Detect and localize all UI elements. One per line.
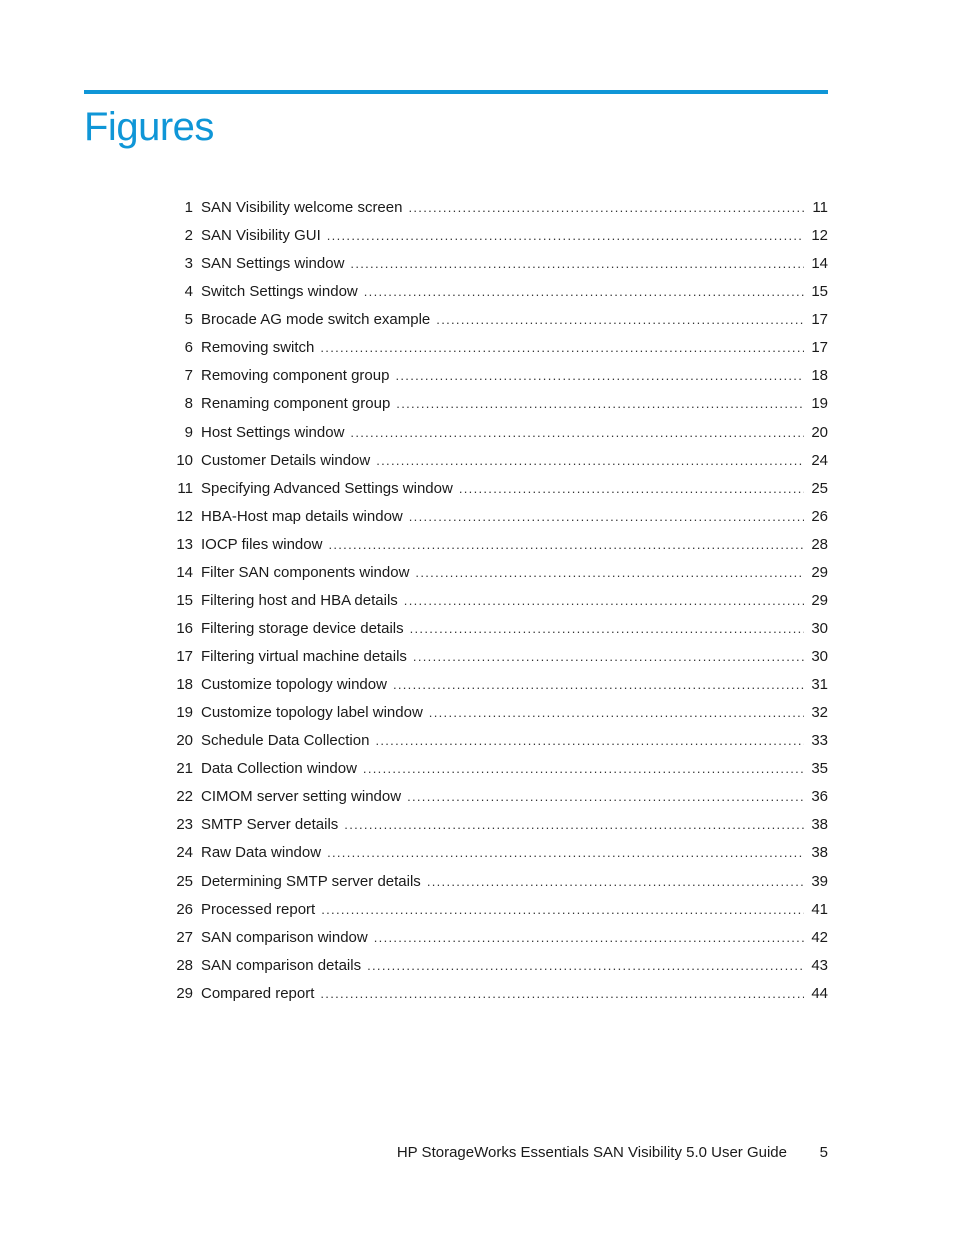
dot-leader	[413, 643, 804, 671]
dot-leader	[408, 194, 804, 222]
figure-entry[interactable]	[160, 362, 828, 390]
figure-title: Renaming component group	[201, 395, 391, 413]
figure-page-number: 38	[811, 816, 828, 834]
figure-entry[interactable]	[160, 727, 828, 755]
figure-entry[interactable]	[160, 896, 828, 924]
figure-page-number: 26	[811, 507, 828, 525]
figure-entry[interactable]	[160, 839, 828, 867]
figure-title: Data Collection window	[201, 760, 357, 778]
figure-entry[interactable]	[160, 278, 828, 306]
figure-title: Raw Data window	[201, 844, 322, 862]
dot-leader	[344, 811, 804, 839]
figure-title: Filtering virtual machine details	[201, 648, 407, 665]
figure-title: Host Settings window	[201, 423, 345, 441]
figure-entry[interactable]	[160, 924, 828, 952]
figure-number: 6	[184, 339, 193, 357]
figure-number: 4	[184, 283, 193, 301]
figure-entry[interactable]	[160, 503, 828, 531]
figure-page-number: 11	[812, 199, 828, 216]
figure-title: HBA-Host map details window	[201, 507, 403, 525]
figure-page-number: 33	[811, 732, 828, 750]
figure-title: SAN comparison window	[201, 928, 368, 946]
figure-page-number: 20	[811, 423, 828, 441]
figure-number: 14	[176, 563, 193, 581]
dot-leader	[374, 924, 804, 952]
figure-number: 22	[176, 788, 193, 806]
figures-list	[160, 194, 828, 1008]
figure-entry[interactable]	[160, 699, 828, 727]
figure-number: 21	[176, 760, 193, 778]
dot-leader	[459, 475, 804, 503]
figure-title: Customer Details window	[201, 451, 371, 469]
dot-leader	[350, 419, 804, 447]
dot-leader	[436, 306, 804, 334]
figure-title: Determining SMTP server details	[201, 872, 421, 890]
figure-entry[interactable]	[160, 587, 828, 615]
dot-leader	[415, 559, 804, 587]
figure-entry[interactable]	[160, 334, 828, 362]
figure-number: 11	[177, 479, 193, 497]
figure-number: 23	[176, 816, 193, 834]
figure-title: Schedule Data Collection	[201, 732, 370, 750]
figure-page-number: 35	[811, 760, 828, 778]
figure-entry[interactable]	[160, 868, 828, 896]
figure-title: Filtering host and HBA details	[201, 591, 398, 609]
figure-page-number: 41	[811, 900, 828, 918]
figure-number: 7	[184, 367, 193, 385]
figure-title: Brocade AG mode switch example	[201, 311, 431, 329]
figure-page-number: 29	[811, 591, 828, 609]
dot-leader	[321, 896, 804, 924]
figure-page-number: 39	[811, 872, 828, 890]
figure-number: 28	[176, 956, 193, 974]
figure-page-number: 12	[811, 227, 828, 245]
figure-title: Filtering storage device details	[201, 619, 404, 637]
figure-entry[interactable]	[160, 250, 828, 278]
dot-leader	[320, 334, 804, 362]
figure-entry[interactable]	[160, 811, 828, 839]
dot-leader	[427, 868, 804, 896]
figure-title: Compared report	[201, 984, 315, 1002]
figure-entry[interactable]	[160, 755, 828, 783]
figure-title: Processed report	[201, 900, 316, 918]
figure-number: 2	[184, 227, 193, 245]
dot-leader	[393, 671, 804, 699]
page-title: Figures	[84, 105, 214, 149]
figure-number: 17	[176, 648, 193, 665]
figure-page-number: 32	[811, 704, 828, 722]
figure-number: 9	[184, 423, 193, 441]
figure-number: 1	[184, 199, 193, 216]
figure-title: SAN Settings window	[201, 255, 345, 273]
dot-leader	[404, 587, 804, 615]
dot-leader	[363, 755, 804, 783]
dot-leader	[350, 250, 804, 278]
figure-number: 8	[184, 395, 193, 413]
figure-title: Specifying Advanced Settings window	[201, 479, 453, 497]
figure-page-number: 18	[811, 367, 828, 385]
figure-number: 27	[176, 928, 193, 946]
dot-leader	[407, 783, 804, 811]
figure-entry[interactable]	[160, 531, 828, 559]
figure-page-number: 24	[811, 451, 828, 469]
figure-page-number: 30	[811, 619, 828, 637]
figure-page-number: 30	[811, 648, 828, 665]
figure-entry[interactable]	[160, 222, 828, 250]
figure-entry[interactable]	[160, 671, 828, 699]
figure-title: Filter SAN components window	[201, 563, 410, 581]
figure-page-number: 43	[811, 956, 828, 974]
figure-entry[interactable]	[160, 447, 828, 475]
dot-leader	[367, 952, 804, 980]
figure-page-number: 36	[811, 788, 828, 806]
figure-title: SAN Visibility welcome screen	[201, 199, 403, 216]
figure-page-number: 25	[811, 479, 828, 497]
dot-leader	[395, 362, 804, 390]
figure-title: SAN Visibility GUI	[201, 227, 321, 245]
header-rule	[84, 90, 828, 94]
figure-page-number: 31	[811, 676, 828, 694]
dot-leader	[396, 390, 804, 418]
dot-leader	[320, 980, 804, 1008]
figure-number: 29	[176, 984, 193, 1002]
figure-number: 20	[176, 732, 193, 750]
dot-leader	[375, 727, 804, 755]
figure-page-number: 42	[811, 928, 828, 946]
figure-page-number: 29	[811, 563, 828, 581]
figure-title: SMTP Server details	[201, 816, 339, 834]
figure-number: 18	[176, 676, 193, 694]
figure-entry[interactable]	[160, 615, 828, 643]
figure-page-number: 28	[811, 535, 828, 553]
figure-number: 3	[184, 255, 193, 273]
footer-page-number: 5	[819, 1144, 828, 1161]
figure-entry[interactable]	[160, 559, 828, 587]
figure-number: 26	[176, 900, 193, 918]
figure-page-number: 44	[811, 984, 828, 1002]
dot-leader	[327, 839, 804, 867]
figure-title: Customize topology window	[201, 676, 387, 694]
figure-number: 19	[176, 704, 193, 722]
figure-entry[interactable]	[160, 783, 828, 811]
figure-title: Removing switch	[201, 339, 315, 357]
figure-title: SAN comparison details	[201, 956, 362, 974]
figure-number: 16	[176, 619, 193, 637]
figure-number: 24	[176, 844, 193, 862]
figure-entry[interactable]	[160, 419, 828, 447]
figure-number: 25	[176, 872, 193, 890]
figure-number: 12	[176, 507, 193, 525]
figure-number: 5	[184, 311, 193, 329]
dot-leader	[410, 615, 804, 643]
figure-page-number: 17	[811, 339, 828, 357]
dot-leader	[409, 503, 804, 531]
figure-entry[interactable]	[160, 306, 828, 334]
figure-page-number: 14	[811, 255, 828, 273]
figure-entry[interactable]	[160, 475, 828, 503]
figure-title: CIMOM server setting window	[201, 788, 402, 806]
dot-leader	[327, 222, 804, 250]
dot-leader	[429, 699, 804, 727]
figure-number: 10	[176, 451, 193, 469]
figure-title: Removing component group	[201, 367, 390, 385]
figure-number: 15	[176, 591, 193, 609]
figure-entry[interactable]	[160, 952, 828, 980]
dot-leader	[328, 531, 804, 559]
figure-entry[interactable]	[160, 643, 828, 671]
figure-entry[interactable]	[160, 980, 828, 1008]
figure-title: IOCP files window	[201, 535, 323, 553]
figure-page-number: 19	[811, 395, 828, 413]
figure-entry[interactable]	[160, 194, 828, 222]
dot-leader	[376, 447, 804, 475]
figure-page-number: 15	[811, 283, 828, 301]
figure-title: Customize topology label window	[201, 704, 423, 722]
figure-number: 13	[176, 535, 193, 553]
figure-page-number: 38	[811, 844, 828, 862]
figure-entry[interactable]	[160, 390, 828, 418]
footer-document-title: HP StorageWorks Essentials SAN Visibility 5.0 User Guide	[396, 1144, 787, 1161]
figure-title: Switch Settings window	[201, 283, 358, 301]
figure-page-number: 17	[811, 311, 828, 329]
dot-leader	[364, 278, 804, 306]
